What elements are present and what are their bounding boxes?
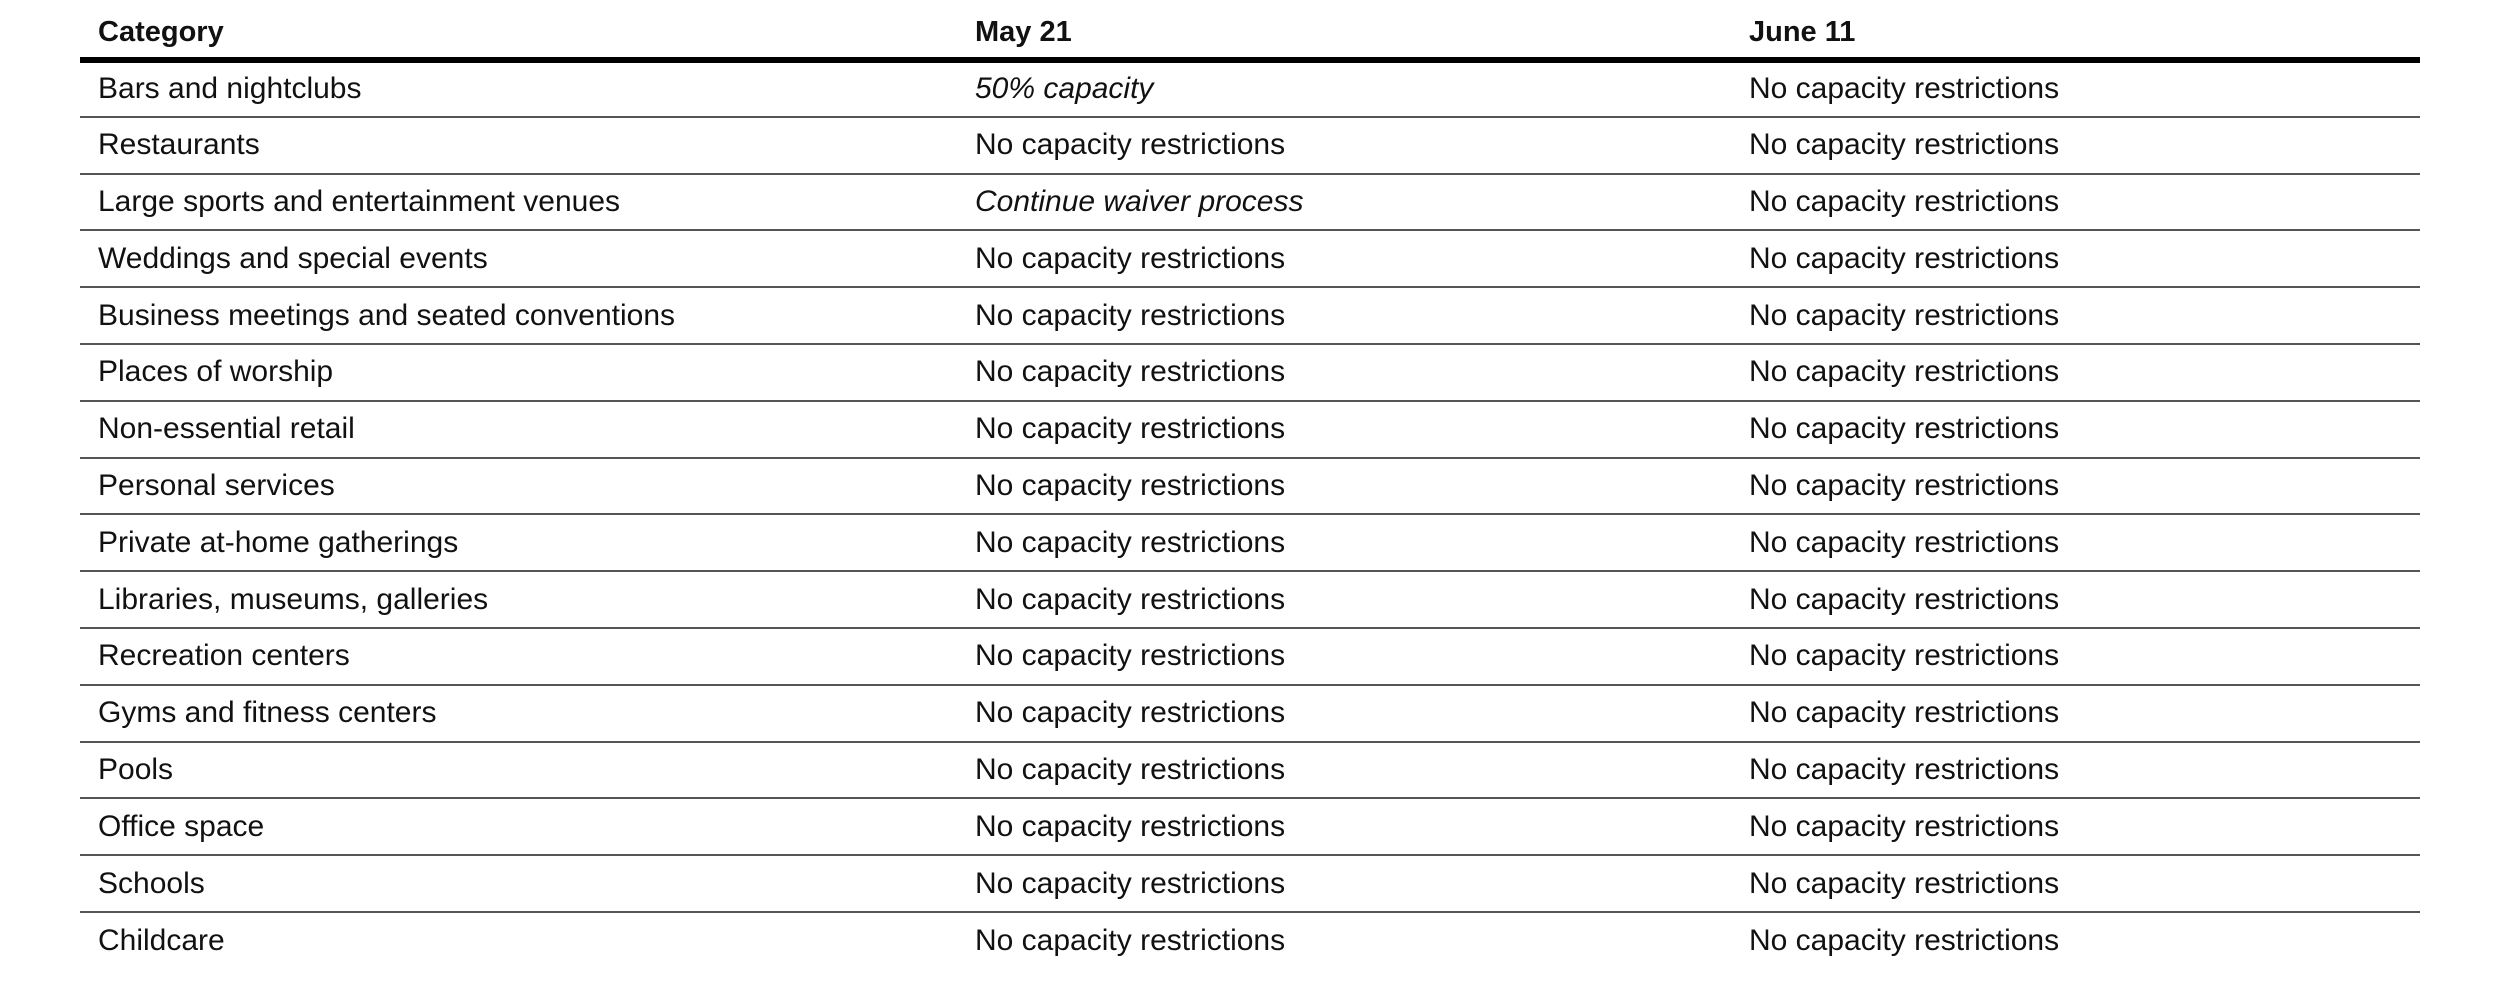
june-11-cell: No capacity restrictions	[1731, 344, 2420, 401]
capacity-restrictions-table-container	[80, 0, 2420, 969]
header-row	[80, 0, 2420, 60]
category-cell: Pools	[80, 742, 957, 799]
table-row	[80, 458, 2420, 515]
table-row	[80, 60, 2420, 117]
category-cell: Non-essential retail	[80, 401, 957, 458]
category-cell: Gyms and fitness centers	[80, 685, 957, 742]
category-cell: Places of worship	[80, 344, 957, 401]
category-cell: Personal services	[80, 458, 957, 515]
may-21-cell: No capacity restrictions	[957, 230, 1731, 287]
table-row	[80, 855, 2420, 912]
table-row	[80, 912, 2420, 969]
may-21-cell: No capacity restrictions	[957, 628, 1731, 685]
table-row	[80, 628, 2420, 685]
may-21-cell: No capacity restrictions	[957, 742, 1731, 799]
may-21-cell: No capacity restrictions	[957, 287, 1731, 344]
june-11-cell: No capacity restrictions	[1731, 60, 2420, 117]
table-row	[80, 798, 2420, 855]
june-11-cell: No capacity restrictions	[1731, 742, 2420, 799]
table-row	[80, 571, 2420, 628]
june-11-cell: No capacity restrictions	[1731, 571, 2420, 628]
june-11-cell: No capacity restrictions	[1731, 628, 2420, 685]
june-11-cell: No capacity restrictions	[1731, 174, 2420, 231]
header-may-21: May 21	[957, 0, 1731, 60]
category-cell: Office space	[80, 798, 957, 855]
header-june-11: June 11	[1731, 0, 2420, 60]
may-21-cell: No capacity restrictions	[957, 685, 1731, 742]
header-category: Category	[80, 0, 957, 60]
may-21-cell: No capacity restrictions	[957, 798, 1731, 855]
june-11-cell: No capacity restrictions	[1731, 685, 2420, 742]
table-row	[80, 685, 2420, 742]
june-11-cell: No capacity restrictions	[1731, 855, 2420, 912]
table-row	[80, 230, 2420, 287]
table-row	[80, 514, 2420, 571]
june-11-cell: No capacity restrictions	[1731, 514, 2420, 571]
may-21-cell: No capacity restrictions	[957, 458, 1731, 515]
category-cell: Schools	[80, 855, 957, 912]
category-cell: Private at-home gatherings	[80, 514, 957, 571]
category-cell: Business meetings and seated conventions	[80, 287, 957, 344]
capacity-restrictions-table	[80, 0, 2420, 969]
table-body	[80, 60, 2420, 969]
june-11-cell: No capacity restrictions	[1731, 798, 2420, 855]
table-row	[80, 117, 2420, 174]
table-row	[80, 401, 2420, 458]
table-row	[80, 174, 2420, 231]
category-cell: Childcare	[98, 923, 225, 957]
may-21-cell: No capacity restrictions	[957, 401, 1731, 458]
table-row	[80, 287, 2420, 344]
category-cell: Restaurants	[80, 117, 957, 174]
may-21-cell: No capacity restrictions	[957, 117, 1731, 174]
june-11-cell: No capacity restrictions	[1731, 458, 2420, 515]
category-cell: Large sports and entertainment venues	[80, 174, 957, 231]
category-cell: Weddings and special events	[80, 230, 957, 287]
table-row	[80, 344, 2420, 401]
june-11-cell: No capacity restrictions	[1731, 287, 2420, 344]
may-21-cell: 50% capacity	[957, 60, 1731, 117]
category-cell: Recreation centers	[80, 628, 957, 685]
june-11-cell: No capacity restrictions	[1749, 923, 2060, 957]
may-21-cell: No capacity restrictions	[957, 855, 1731, 912]
may-21-cell: No capacity restrictions	[975, 923, 1286, 957]
table-header	[80, 0, 2420, 60]
june-11-cell: No capacity restrictions	[1731, 117, 2420, 174]
category-cell: Libraries, museums, galleries	[80, 571, 957, 628]
may-21-cell: No capacity restrictions	[957, 514, 1731, 571]
category-cell: Bars and nightclubs	[80, 60, 957, 117]
may-21-cell: Continue waiver process	[957, 174, 1731, 231]
may-21-cell: No capacity restrictions	[957, 344, 1731, 401]
june-11-cell: No capacity restrictions	[1731, 401, 2420, 458]
june-11-cell: No capacity restrictions	[1731, 230, 2420, 287]
may-21-cell: No capacity restrictions	[957, 571, 1731, 628]
table-row	[80, 742, 2420, 799]
